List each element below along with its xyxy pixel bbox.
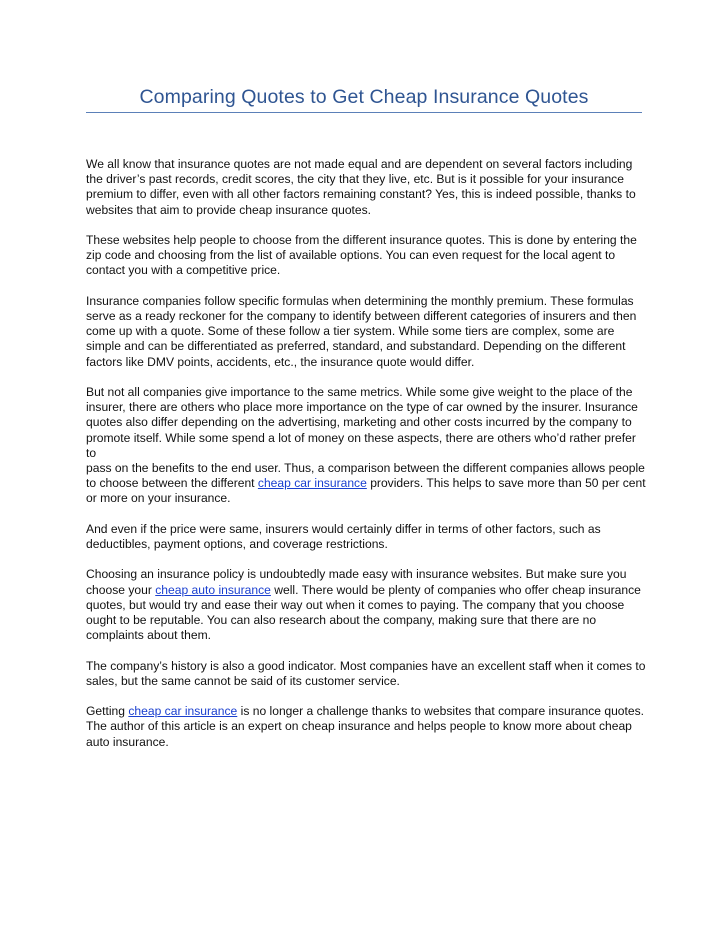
text-line: zip code and choosing from the list of available options. You can even request for the local agent to — [86, 248, 616, 263]
text-line: simple and can be differentiated as preferred, standard, and substandard. Depending on the different — [86, 339, 626, 354]
text-line: And even if the price were same, insurers would certainly differ in terms of other factors, such as — [86, 521, 601, 536]
text-line-with-link — [86, 476, 646, 490]
text-line: websites that aim to provide cheap insurance quotes. — [86, 202, 372, 217]
paragraph — [86, 233, 646, 279]
paragraph — [86, 157, 646, 218]
text-line: come up with a quote. Some of these follow a tier system. While some tiers are complex, some are — [86, 324, 615, 339]
paragraph — [86, 704, 646, 750]
text-line: premium to differ, even with all other factors remaining constant? Yes, this is indeed possible, thanks to — [86, 187, 636, 202]
text-line: The author of this article is an expert on cheap insurance and helps people to know more about cheap — [86, 719, 632, 734]
text-line: complaints about them. — [86, 628, 212, 643]
text-line: serve as a ready reckoner for the company to identify between different categories of insurers and then — [86, 309, 637, 323]
text-line: factors like DMV points, accidents, etc., the insurance quote would differ. — [86, 354, 475, 369]
text-line: auto insurance. — [86, 734, 169, 749]
title-divider — [86, 112, 642, 113]
text-segment: is no longer a challenge thanks to websites that compare insurance quotes. — [237, 704, 645, 719]
text-line: Choosing an insurance policy is undoubtedly made easy with insurance websites. But make sure you — [86, 567, 627, 582]
paragraph — [86, 522, 646, 552]
text-line-with-link — [86, 583, 641, 597]
inline-link[interactable]: cheap auto insurance — [155, 582, 271, 597]
inline-link[interactable]: cheap car insurance — [257, 476, 367, 491]
text-line: the driver’s past records, credit scores, the city that they live, etc. But is it possible for your insurance — [86, 172, 624, 187]
text-line: quotes, but would try and ease their way out when it comes to paying. The company that you choose — [86, 597, 625, 612]
article-body — [86, 157, 646, 765]
text-line: We all know that insurance quotes are not made equal and are dependent on several factors including — [86, 157, 633, 171]
text-line: deductibles, payment options, and coverage restrictions. — [86, 537, 388, 552]
text-line: promote itself. While some spend a lot of money on these aspects, there are others who’d rather prefer to — [86, 430, 636, 460]
text-line: or more on your insurance. — [86, 491, 231, 506]
text-segment: to choose between the different — [86, 476, 258, 491]
document-title: Comparing Quotes to Get Cheap Insurance Quotes — [139, 86, 589, 108]
paragraph — [86, 659, 646, 689]
text-line: sales, but the same cannot be said of its customer service. — [86, 673, 400, 688]
paragraph — [86, 385, 646, 507]
text-line-with-link — [86, 704, 644, 718]
text-line: These websites help people to choose from the different insurance quotes. This is done by entering the — [86, 233, 637, 247]
text-line: But not all companies give importance to the same metrics. While some give weight to the place of the — [86, 385, 633, 399]
text-line: pass on the benefits to the end user. Thus, a comparison between the different companies allows people — [86, 461, 645, 476]
text-line: contact you with a competitive price. — [86, 263, 281, 278]
text-segment: choose your — [86, 582, 156, 597]
inline-link[interactable]: cheap car insurance — [128, 704, 238, 719]
text-line: insurer, there are others who place more importance on the type of car owned by the insurer. Insurance — [86, 400, 638, 415]
paragraph — [86, 294, 646, 370]
text-segment: Getting — [86, 704, 129, 719]
text-line: ought to be reputable. You can also research about the company, making sure that there are no — [86, 613, 597, 628]
text-segment: well. There would be plenty of companies who offer cheap insurance — [270, 582, 641, 597]
text-segment: providers. This helps to save more than 50 per cent — [366, 476, 646, 491]
text-line: The company’s history is also a good indicator. Most companies have an excellent staff when it comes to — [86, 658, 646, 673]
text-line: Insurance companies follow specific formulas when determining the monthly premium. These formulas — [86, 293, 634, 308]
text-line: quotes also differ depending on the advertising, marketing and other costs incurred by the company to — [86, 415, 632, 430]
paragraph — [86, 567, 646, 643]
